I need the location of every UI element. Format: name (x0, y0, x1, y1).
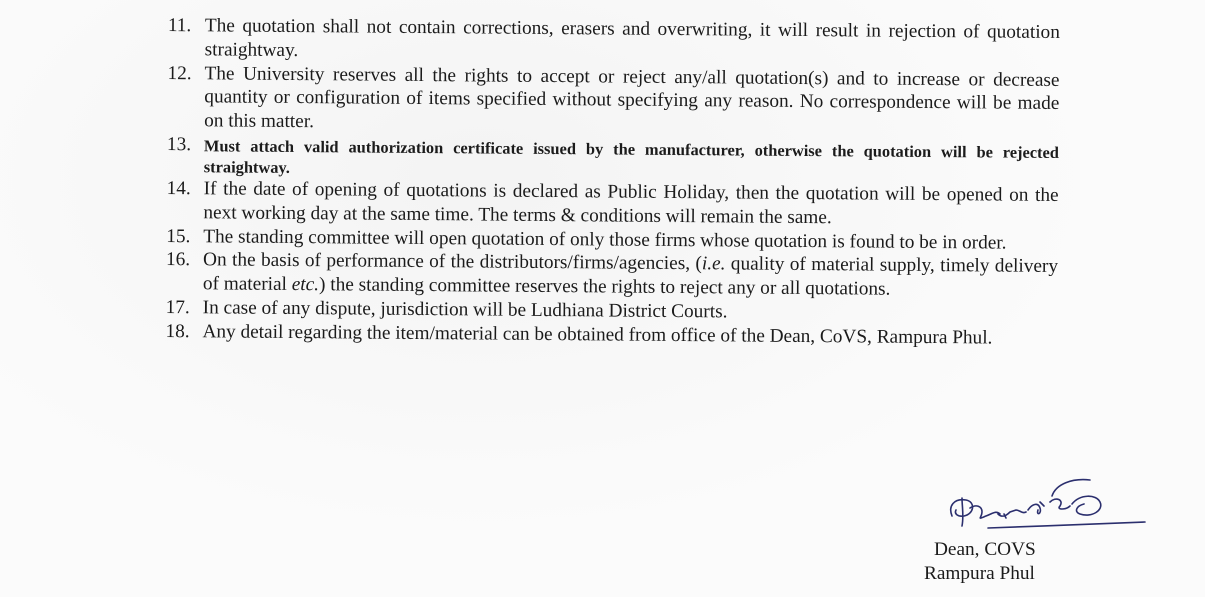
condition-text (203, 249, 1058, 303)
condition-item-11 (168, 14, 1060, 69)
condition-text: The University reserves all the rights to accept or reject any/all quotation(s) and to increase or decrease quantity or configuration of items specified without specifying any reason. No correspondence will be made on this matter. (204, 62, 1060, 133)
condition-item-16 (166, 248, 1058, 303)
signatory-place: Rampura Phul (924, 563, 1035, 584)
terms-conditions-list (165, 14, 1060, 351)
condition-item-12 (167, 62, 1060, 140)
condition-number: 14. (166, 177, 191, 200)
condition-text-part: On the basis of performance of the distributors/firms/agencies, ( (202, 249, 702, 275)
handwritten-signature (940, 474, 1150, 544)
condition-number: 17. (165, 296, 190, 319)
condition-text-italic: i.e. (701, 253, 726, 275)
condition-text: In case of any dispute, jurisdiction will be Ludhiana District Courts. (202, 297, 728, 323)
condition-text: The standing committee will open quotation of only those firms whose quotation is found to be in order. (203, 225, 1007, 254)
condition-text-part: quality of material supply, timely delivery of material (202, 253, 1059, 296)
signature-block (900, 470, 1160, 595)
signatory-title: Dean, COVS (934, 539, 1036, 560)
condition-number: 13. (166, 133, 192, 156)
condition-number: 12. (167, 62, 192, 84)
condition-text-bold: Must attach valid authorization certificate issued by the manufacturer, otherwise the quotation will be rejected straightway. (203, 136, 1060, 177)
condition-number: 16. (165, 249, 191, 271)
condition-text: If the date of opening of quotations is declared as Public Holiday, then the quotation will be opened on the next working day at the same time. The terms & conditions will remain the same. (203, 178, 1059, 228)
condition-text-part: ) the standing committee reserves the rights to reject any or all quotations. (318, 274, 891, 300)
condition-text: Any detail regarding the item/material can be obtained from office of the Dean, CoVS, Rampura Phul. (202, 321, 993, 349)
condition-text: The quotation shall not contain corrections, erasers and overwriting, it will result in rejection of quotation straightway. (204, 15, 1060, 61)
condition-number: 15. (166, 225, 191, 247)
condition-text-italic: etc. (291, 274, 320, 296)
condition-number: 18. (165, 320, 190, 342)
condition-item-13 (167, 133, 1059, 184)
condition-number: 11. (167, 14, 192, 37)
condition-item-14 (166, 177, 1058, 232)
